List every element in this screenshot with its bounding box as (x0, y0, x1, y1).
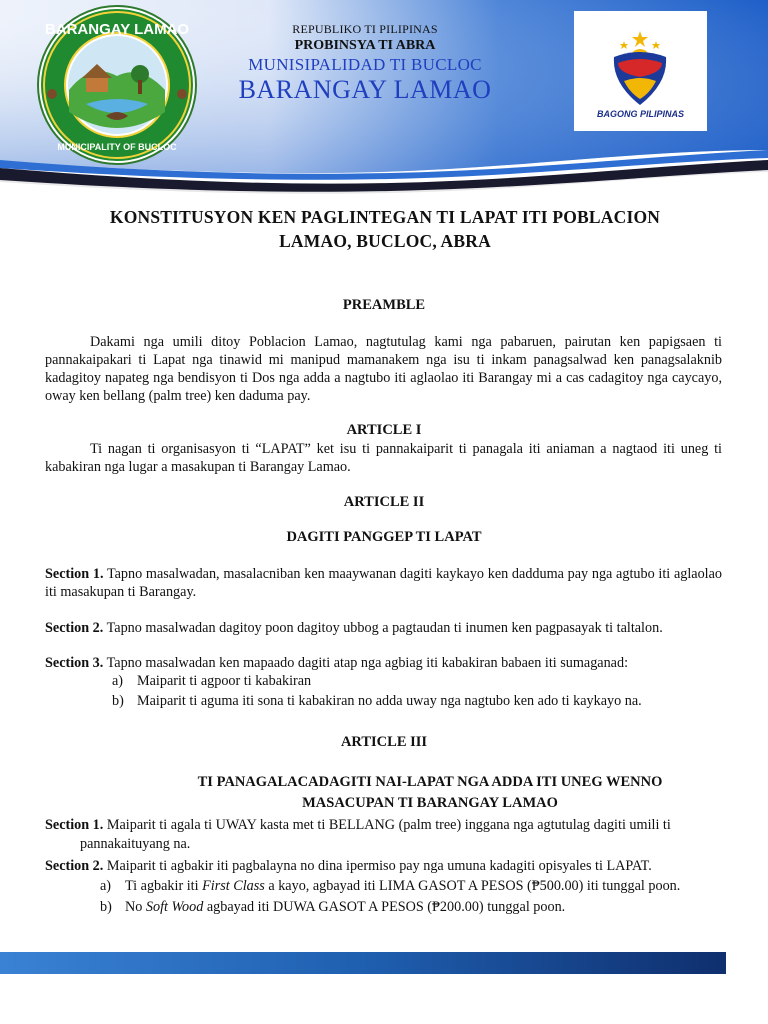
article3-section1-line2: pannakaituyang na. (80, 836, 191, 852)
article2-heading: ARTICLE II (343, 494, 425, 510)
list-item-text: No (125, 899, 146, 915)
article2-section1 (45, 565, 722, 601)
article2-section3 (45, 654, 722, 672)
list-item-marker: a) (100, 878, 112, 894)
barangay-name: BARANGAY LAMAO (238, 75, 492, 104)
list-item (125, 877, 680, 895)
munisipalidad-label: MUNISIPALIDAD TI BUCLOC (248, 55, 482, 74)
footer-bar (0, 952, 726, 974)
header-text-block (205, 22, 525, 105)
article2-section2 (45, 619, 722, 637)
article3-heading: ARTICLE III (340, 734, 428, 750)
list-item-text: agbayad iti DUWA GASOT A PESOS (₱200.00) tunggal poon. (203, 899, 566, 915)
document-title (60, 205, 710, 253)
section-label: Section 3. (45, 655, 104, 671)
article3-section2 (45, 857, 652, 875)
bagong-pilipinas-logo (574, 11, 707, 131)
list-item: Maiparit ti aguma iti sona ti kabakiran no adda uway nga nagtubo ken ado ti kaykayo na. (137, 693, 642, 709)
section-label: Section 2. (45, 620, 104, 636)
seal-top-text: BARANGAY LAMAO (44, 21, 190, 38)
article3-section1-line1 (45, 816, 671, 834)
list-item-text: a kayo, agbayad iti LIMA GASOT A PESOS (₱500.00) iti tunggal poon. (264, 878, 681, 894)
list-item-emphasis: Soft Wood (145, 899, 204, 915)
list-item: Maiparit ti agpoor ti kabakiran (137, 673, 312, 689)
list-item-emphasis: First Class (202, 878, 265, 894)
seal-bottom-text: MUNICIPALITY OF BUCLOC (57, 142, 177, 152)
barangay-seal-logo (36, 4, 198, 166)
preamble-heading: PREAMBLE (342, 297, 426, 313)
article2-subheading: DAGITI PANGGEP TI LAPAT (286, 529, 482, 545)
document-title-line1: KONSTITUSYON KEN PAGLINTEGAN TI LAPAT ITI POBLACION (109, 207, 661, 227)
header-banner (0, 0, 768, 198)
list-item-marker: b) (112, 693, 124, 709)
republiko-label: REPUBLIKO TI PILIPINAS (292, 22, 438, 36)
section-text: Tapno masalwadan, masalacniban ken maaywanan dagiti kaykayo ken dadduma pay nga agtubo iti aglaolao iti masakupan ti Barangay. (45, 566, 722, 600)
section-text: Tapno masalwadan dagitoy poon dagitoy ubbog a pagtaudan ti inumen ken pagpasayak ti taltalon. (103, 620, 663, 636)
section-text: Maiparit ti agbakir iti pagbalayna no dina ipermiso pay nga umuna kadagiti opisyales ti LAPAT. (103, 858, 652, 874)
list-item-marker: b) (100, 899, 112, 915)
bagong-pilipinas-label: BAGONG PILIPINAS (596, 109, 684, 119)
section-label: Section 1. (45, 566, 104, 582)
article1-heading: ARTICLE I (346, 422, 422, 438)
probinsya-label: PROBINSYA TI ABRA (294, 38, 436, 53)
section-label: Section 2. (45, 858, 104, 874)
article3-subheading-line2: MASACUPAN TI BARANGAY LAMAO (302, 795, 558, 811)
preamble-text: Dakami nga umili ditoy Poblacion Lamao, nagtutulag kami nga pabaruen, pairutan ken papigsaen ti pannakaipakari ti Lapat nga tinawid mi manipud mamanakem nga isu ti inkam panagsalwad ken panagsalaknib kadagitoy napateg nga bendisyon ti Dos nga adda a nagtubo iti aglaolao iti Barangay mi a cas cadagitoy nga caycayo, oway ken bellang (palm tree) ken daduma pay. (45, 334, 722, 404)
list-item (125, 898, 565, 916)
article1-text: Ti nagan ti organisasyon ti “LAPAT” ket isu ti pannakaiparit ti panagala iti aniaman a nagtaod iti uneg ti kabakiran nga lugar a masakupan ti Barangay Lamao. (45, 441, 722, 475)
article3-subheading-line1: TI PANAGALACADAGITI NAI-LAPAT NGA ADDA ITI UNEG WENNO (197, 774, 663, 790)
list-item-marker: a) (112, 673, 124, 689)
section-text: Maiparit ti agala ti UWAY kasta met ti BELLANG (palm tree) inggana nga agtutulag dagiti umili ti (103, 817, 671, 833)
list-item-text: Ti agbakir iti (125, 878, 203, 894)
section-text: Tapno masalwadan ken mapaado dagiti atap nga agbiag iti kabakiran babaen iti sumaganad: (103, 655, 629, 671)
section-label: Section 1. (45, 817, 104, 833)
document-title-line2: LAMAO, BUCLOC, ABRA (279, 231, 491, 251)
